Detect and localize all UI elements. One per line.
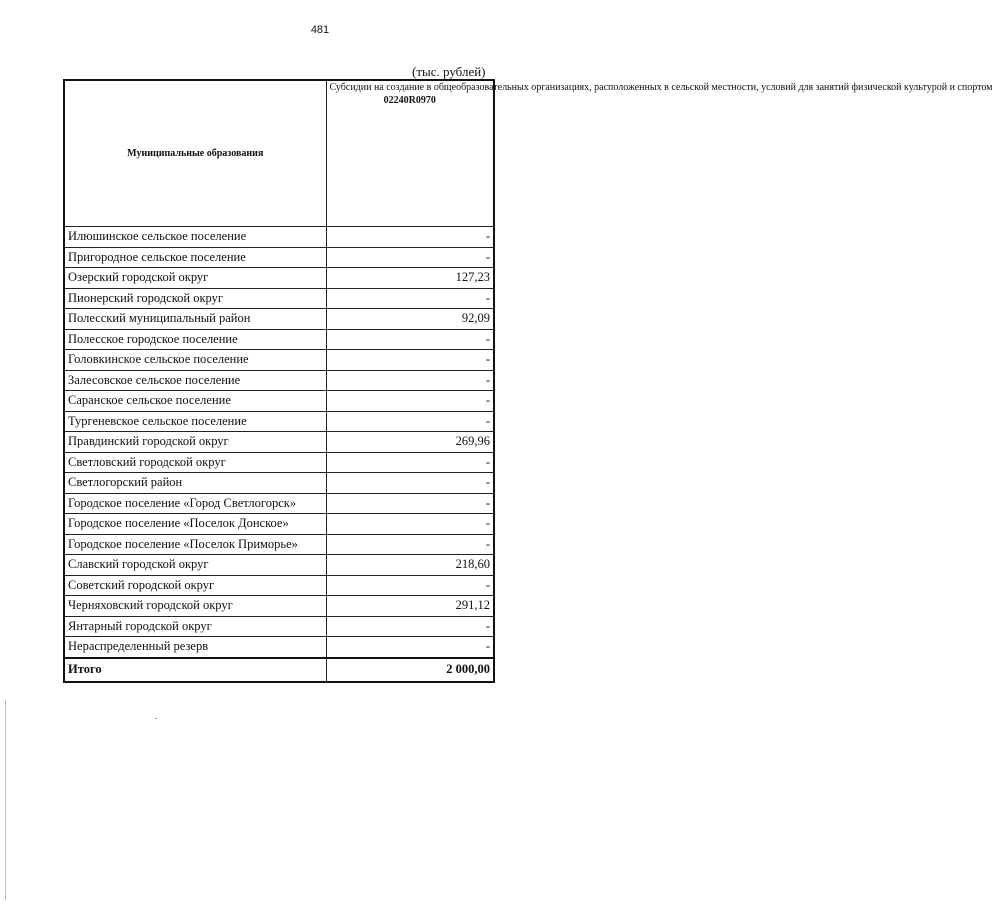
row-municipality-name: Янтарный городской округ: [64, 616, 326, 637]
row-municipality-name: Городское поселение «Поселок Донское»: [64, 514, 326, 535]
table-total-row: [64, 658, 494, 682]
table-row: [64, 329, 494, 350]
row-subsidy-value: -: [326, 514, 494, 535]
table-header-row: [64, 80, 494, 227]
total-value: 2 000,00: [326, 658, 494, 682]
table-row: [64, 268, 494, 289]
scan-speck: [155, 718, 157, 719]
subsidy-table: [63, 79, 992, 683]
table-row: [64, 309, 494, 330]
row-municipality-name: Городское поселение «Город Светлогорск»: [64, 493, 326, 514]
table-row: [64, 555, 494, 576]
table-row: [64, 411, 494, 432]
row-subsidy-value: -: [326, 350, 494, 371]
row-subsidy-value: 269,96: [326, 432, 494, 453]
row-subsidy-value: -: [326, 288, 494, 309]
row-municipality-name: Светловский городской округ: [64, 452, 326, 473]
row-subsidy-value: -: [326, 637, 494, 658]
header-subsidy: [326, 80, 992, 227]
table-row: [64, 288, 494, 309]
row-subsidy-value: -: [326, 227, 494, 248]
row-subsidy-value: 127,23: [326, 268, 494, 289]
row-subsidy-value: -: [326, 370, 494, 391]
row-municipality-name: Озерский городской округ: [64, 268, 326, 289]
header-budget-code: 02240R0970: [383, 95, 436, 106]
table-row: [64, 350, 494, 371]
header-subsidy-text: Субсидии на создание в общеобразовательных организациях, расположенных в сельской местности, условий для занятий физической культурой и спортом: [329, 82, 992, 93]
total-label: Итого: [64, 658, 326, 682]
row-municipality-name: Светлогорский район: [64, 473, 326, 494]
table-row: [64, 370, 494, 391]
table-row: [64, 514, 494, 535]
table-row: [64, 227, 494, 248]
table-row: [64, 473, 494, 494]
row-municipality-name: Пригородное сельское поселение: [64, 247, 326, 268]
row-municipality-name: Залесовское сельское поселение: [64, 370, 326, 391]
row-municipality-name: Илюшинское сельское поселение: [64, 227, 326, 248]
row-municipality-name: Головкинское сельское поселение: [64, 350, 326, 371]
row-municipality-name: Советский городской округ: [64, 575, 326, 596]
row-municipality-name: Правдинский городской округ: [64, 432, 326, 453]
table-row: [64, 637, 494, 658]
table-row: [64, 575, 494, 596]
table-row: [64, 452, 494, 473]
row-subsidy-value: -: [326, 411, 494, 432]
row-subsidy-value: -: [326, 391, 494, 412]
units-label: (тыс. рублей): [412, 64, 486, 79]
row-subsidy-value: -: [326, 329, 494, 350]
table-row: [64, 534, 494, 555]
row-subsidy-value: 218,60: [326, 555, 494, 576]
row-municipality-name: Городское поселение «Поселок Приморье»: [64, 534, 326, 555]
page-number: 481: [310, 24, 330, 36]
row-subsidy-value: 92,09: [326, 309, 494, 330]
row-subsidy-value: 291,12: [326, 596, 494, 617]
row-subsidy-value: -: [326, 452, 494, 473]
table-row: [64, 432, 494, 453]
row-subsidy-value: -: [326, 616, 494, 637]
row-subsidy-value: -: [326, 473, 494, 494]
row-municipality-name: Славский городской округ: [64, 555, 326, 576]
row-municipality-name: Полесское городское поселение: [64, 329, 326, 350]
table-body: [64, 80, 992, 682]
table-row: [64, 247, 494, 268]
row-subsidy-value: -: [326, 247, 494, 268]
table-row: [64, 616, 494, 637]
row-municipality-name: Полесский муниципальный район: [64, 309, 326, 330]
row-subsidy-value: -: [326, 534, 494, 555]
header-municipalities: Муниципальные образования: [64, 80, 326, 227]
table-row: [64, 391, 494, 412]
row-municipality-name: Тургеневское сельское поселение: [64, 411, 326, 432]
table-row: [64, 596, 494, 617]
row-municipality-name: Саранское сельское поселение: [64, 391, 326, 412]
row-municipality-name: Пионерский городской округ: [64, 288, 326, 309]
row-subsidy-value: -: [326, 493, 494, 514]
row-municipality-name: Нераспределенный резерв: [64, 637, 326, 658]
table-row: [64, 493, 494, 514]
scan-margin-line: [5, 700, 6, 900]
row-subsidy-value: -: [326, 575, 494, 596]
row-municipality-name: Черняховский городской округ: [64, 596, 326, 617]
